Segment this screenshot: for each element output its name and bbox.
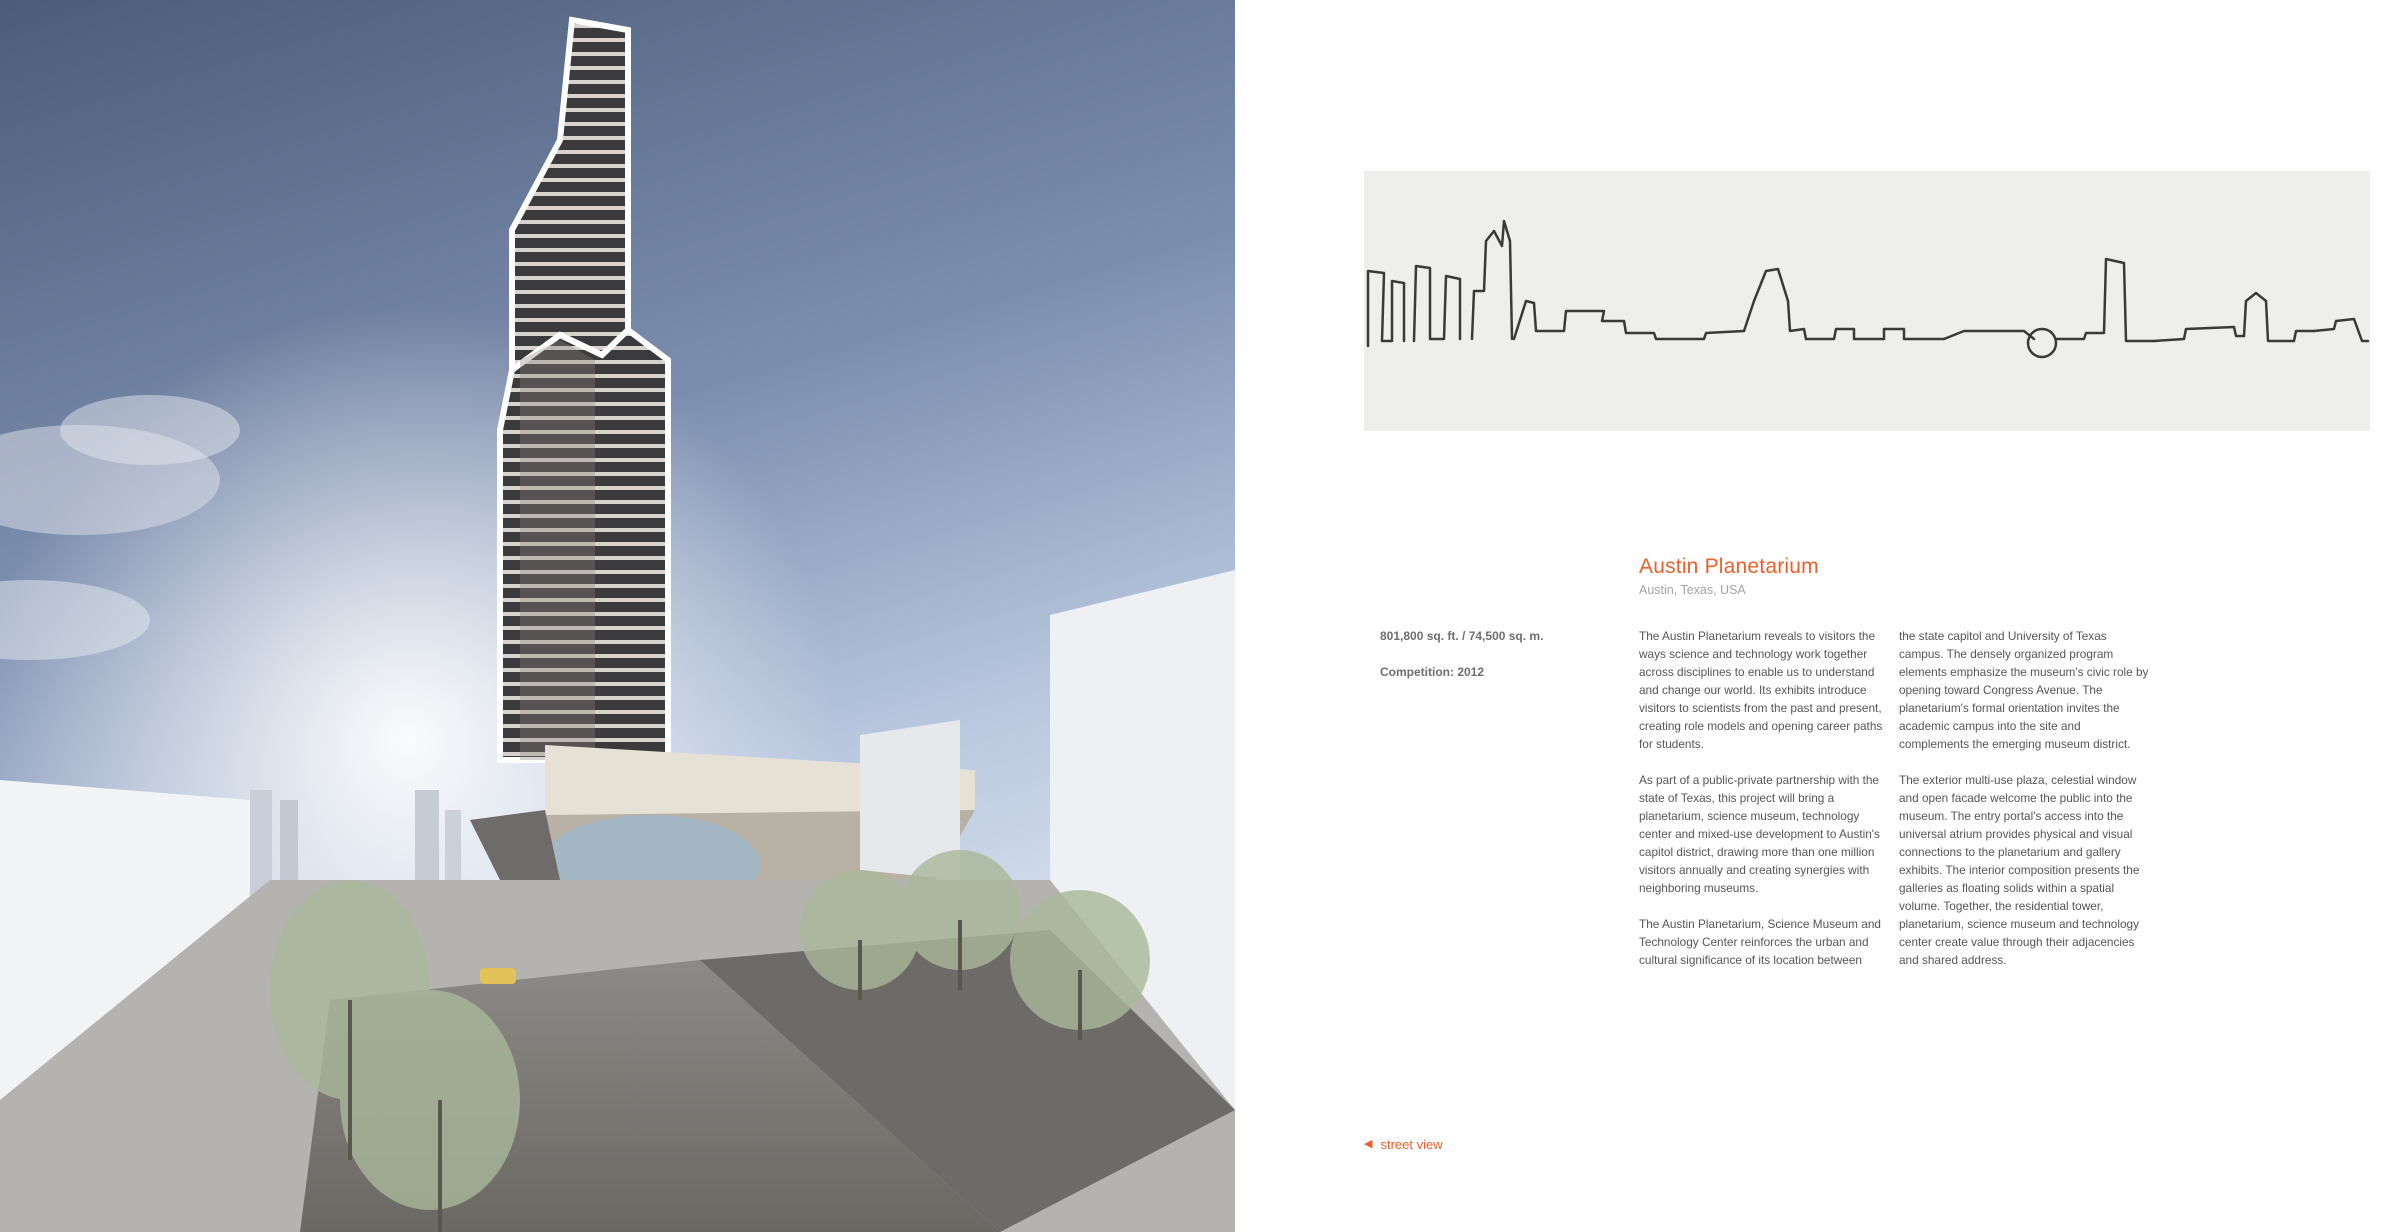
skyline-sketch-image: [1364, 171, 2370, 431]
triangle-left-icon: ◀: [1364, 1138, 1373, 1150]
body-paragraph: The exterior multi-use plaza, celestial window and open facade welcome the public into the museum. The entry portal's access into the universal atrium provides physical and visual connections to the planetarium and gallery exhibits. The interior composition presents the galleries as floating solids within a spatial volume. Together, the residential tower, planetarium, science museum and technology center create value through their adjacencies and shared address.: [1899, 773, 2140, 967]
project-location: Austin, Texas, USA: [1639, 583, 1746, 597]
project-area: 801,800 sq. ft. / 74,500 sq. m.: [1380, 629, 1544, 643]
body-column-2: [1899, 627, 2149, 987]
project-title: Austin Planetarium: [1639, 555, 1819, 578]
project-competition: Competition: 2012: [1380, 665, 1485, 679]
body-column-1: [1639, 627, 1889, 987]
street-view-label: street view: [1380, 1137, 1443, 1152]
project-meta: [1380, 627, 1610, 699]
body-paragraph: the state capitol and University of Texas campus. The densely organized program elements emphasize the museum's civic role by opening toward Congress Avenue. The planetarium's formal orientation invites the academic campus into the site and complements the emerging museum district.: [1899, 629, 2149, 751]
body-paragraph: The Austin Planetarium reveals to visitors the ways science and technology work together across disciplines to enable us to understand and change our world. Its exhibits introduce visitors to scientists from the past and present, creating role models and opening career paths for students.: [1639, 629, 1883, 751]
street-view-link[interactable]: [1364, 1137, 1443, 1152]
body-paragraph: The Austin Planetarium, Science Museum and Technology Center reinforces the urban and cultural significance of its location between: [1639, 917, 1881, 967]
body-paragraph: As part of a public-private partnership with the state of Texas, this project will bring a planetarium, science museum, technology center and mixed-use development to Austin's capitol district, drawing more than one million visitors annually and creating synergies with neighboring museums.: [1639, 773, 1880, 895]
